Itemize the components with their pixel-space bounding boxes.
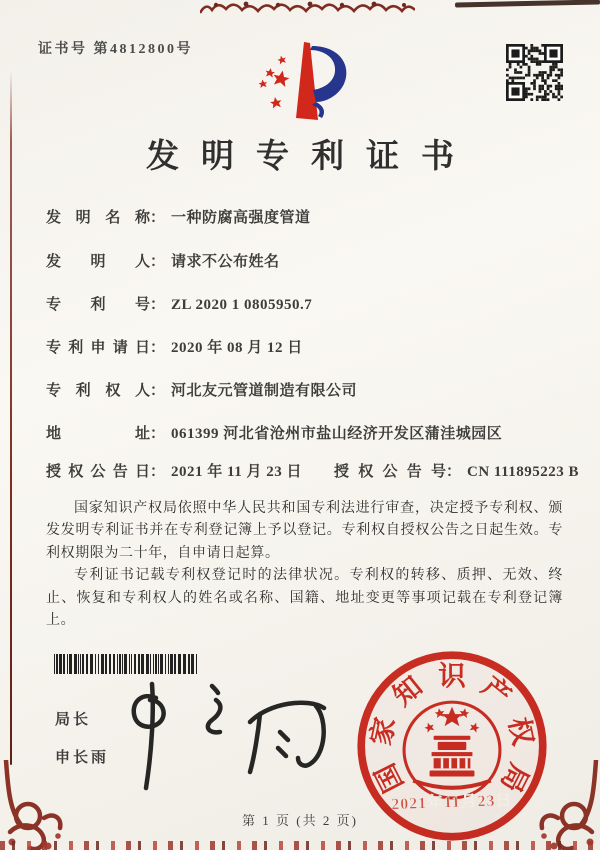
field-label: 授权公告日: [46, 464, 150, 480]
field-grant-number: 授权公告号： CN 111895223 B: [334, 460, 579, 481]
svg-text:产: 产: [476, 670, 517, 712]
top-edge-line: [455, 0, 600, 8]
field-value: 请求不公布姓名: [171, 254, 280, 270]
field-label: 授权公告号: [334, 464, 446, 480]
svg-text:识: 识: [438, 659, 466, 691]
barcode: [54, 654, 200, 674]
field-value: ZL 2020 1 0805950.7: [171, 297, 313, 313]
svg-text:权: 权: [503, 714, 540, 748]
field-value: 一种防腐高强度管道: [171, 210, 311, 226]
field-patent-number: 专利号： ZL 2020 1 0805950.7: [46, 293, 571, 314]
page-number: 第 1 页 (共 2 页): [242, 813, 358, 828]
page-title: 发明专利证书: [146, 139, 476, 175]
director-title: 局长: [55, 712, 92, 728]
cnipa-logo-icon: [252, 34, 367, 126]
field-label: 专利号: [46, 297, 150, 313]
director-name: 申长雨: [55, 750, 110, 766]
field-patentee: 专利权人： 河北友元管道制造有限公司: [46, 379, 571, 400]
field-label: 发明名称: [46, 210, 150, 226]
field-grant-row: 授权公告日： 2021 年 11 月 23 日 授权公告号： CN 111895223 B: [46, 460, 571, 481]
field-value: 061399 河北省沧州市盐山经济开发区蒲洼城园区: [171, 426, 503, 442]
seal-date: 2021年11月23日: [391, 792, 513, 814]
field-value: 2021 年 11 月 23 日: [171, 464, 302, 480]
corner-ornament-left: [0, 760, 68, 850]
field-label: 发明人: [46, 254, 150, 270]
field-address: 地址： 061399 河北省沧州市盐山经济开发区蒲洼城园区: [46, 422, 571, 443]
legal-paragraph-2: 专利证书记载专利权登记时的法律状况。专利权的转移、质押、无效、终止、恢复和专利权人的姓名或名称、国籍、地址变更等事项记载在专利登记簿上。: [46, 568, 563, 628]
corner-ornament-right: [534, 760, 600, 850]
field-label: 专利申请日: [46, 340, 150, 356]
field-label: 地址: [46, 426, 150, 442]
certificate-number: 证书号 第4812800号: [38, 42, 193, 57]
top-border-ornament: [200, 0, 415, 14]
legal-text: [46, 498, 563, 632]
field-application-date: 专利申请日： 2020 年 08 月 12 日: [46, 336, 571, 357]
svg-text:局: 局: [494, 758, 536, 798]
director-signature: [112, 678, 347, 796]
field-label: 专利权人: [46, 383, 150, 399]
field-value: 河北友元管道制造有限公司: [171, 383, 358, 399]
qr-code: [506, 44, 566, 104]
field-inventor: 发明人： 请求不公布姓名: [46, 250, 571, 271]
field-invention-name: 发明名称： 一种防腐高强度管道: [46, 206, 571, 227]
field-value: CN 111895223 B: [467, 464, 580, 480]
field-value: 2020 年 08 月 12 日: [171, 340, 303, 356]
svg-text:知: 知: [387, 670, 428, 712]
svg-text:家: 家: [364, 714, 401, 748]
bottom-border-fringe: [0, 841, 600, 850]
legal-paragraph-1: 国家知识产权局依照中华人民共和国专利法进行审查，决定授予专利权、颁发发明专利证书并在专利登记簿上予以登记。专利权自授权公告之日起生效。专利权期限为二十年，自申请日起算。: [46, 501, 563, 561]
svg-text:国: 国: [368, 758, 410, 798]
